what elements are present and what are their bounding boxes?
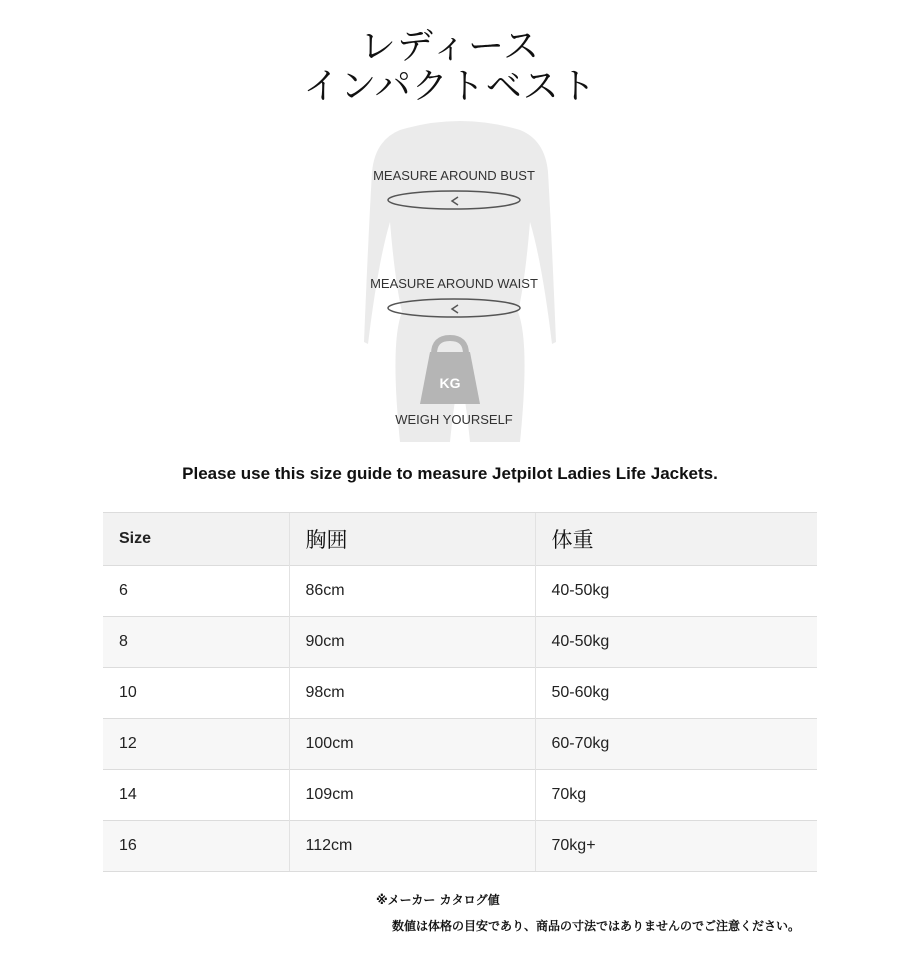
catalog-note: ※メーカー カタログ値 [376, 893, 500, 907]
page-title-line2: インパクトベスト [303, 66, 597, 107]
cell-weight: 40-50kg [535, 566, 817, 617]
cell-weight: 40-50kg [535, 617, 817, 668]
header-chest: 胸囲 [289, 513, 535, 566]
bust-label: MEASURE AROUND BUST [373, 168, 535, 183]
cell-chest: 100cm [289, 719, 535, 770]
page-title-line1: レディース [359, 26, 541, 67]
table-row [103, 821, 817, 872]
header-size: Size [103, 513, 289, 566]
cell-weight: 60-70kg [535, 719, 817, 770]
table-row [103, 668, 817, 719]
table-row [103, 617, 817, 668]
cell-weight: 70kg [535, 770, 817, 821]
cell-chest: 90cm [289, 617, 535, 668]
cell-chest: 109cm [289, 770, 535, 821]
cell-size: 8 [103, 617, 289, 668]
table-row [103, 719, 817, 770]
cell-size: 16 [103, 821, 289, 872]
cell-size: 12 [103, 719, 289, 770]
body-measurement-figure [330, 112, 590, 452]
size-table [103, 512, 817, 872]
weigh-yourself-label: WEIGH YOURSELF [395, 412, 513, 427]
cell-chest: 112cm [289, 821, 535, 872]
cell-size: 10 [103, 668, 289, 719]
table-row [103, 566, 817, 617]
disclaimer-note: 数値は体格の目安であり、商品の寸法ではありませんのでご注意ください。 [392, 919, 801, 933]
weight-icon-label: KG [439, 375, 461, 391]
header-weight: 体重 [535, 513, 817, 566]
table-header-row [103, 513, 817, 566]
cell-size: 14 [103, 770, 289, 821]
size-guide-instruction: Please use this size guide to measure Jetpilot Ladies Life Jackets. [182, 464, 718, 483]
cell-size: 6 [103, 566, 289, 617]
cell-chest: 98cm [289, 668, 535, 719]
cell-weight: 50-60kg [535, 668, 817, 719]
waist-label: MEASURE AROUND WAIST [370, 276, 538, 291]
table-row [103, 770, 817, 821]
cell-chest: 86cm [289, 566, 535, 617]
cell-weight: 70kg+ [535, 821, 817, 872]
